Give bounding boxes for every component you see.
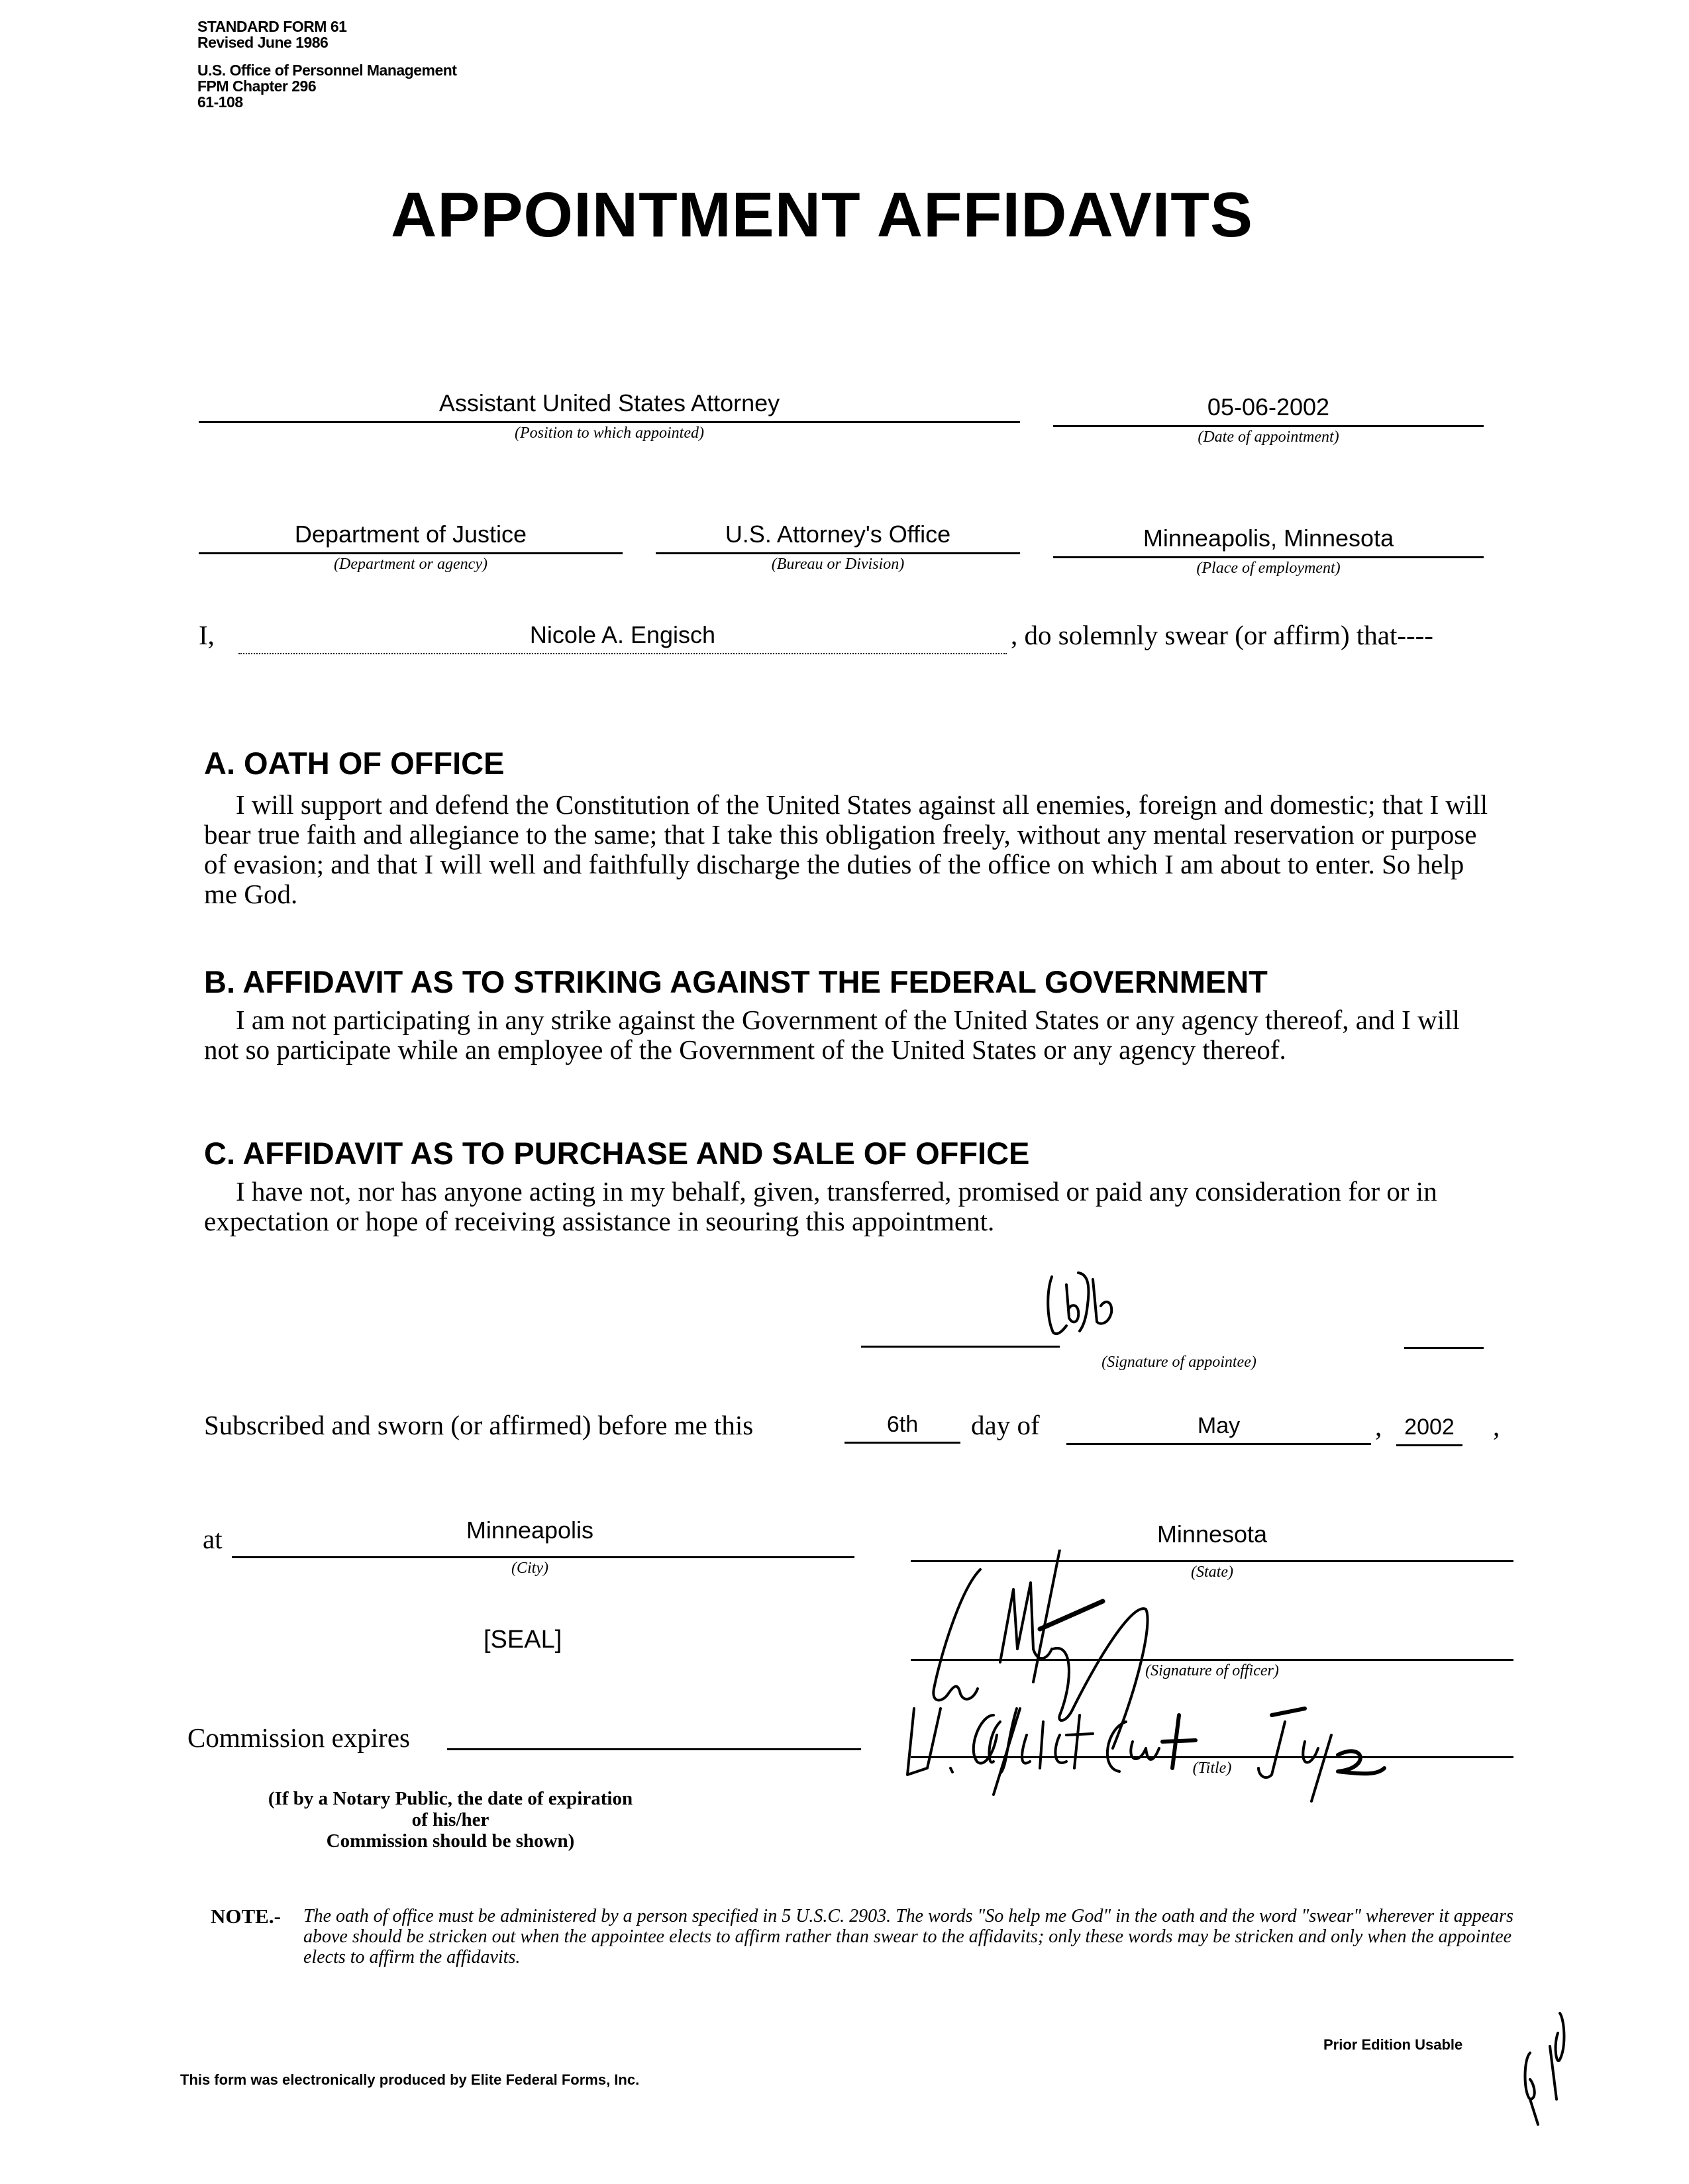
commission-note-line-2: Commission should be shown) [326, 1830, 575, 1852]
commission-note-line-1: (If by a Notary Public, the date of expiration of his/her [268, 1788, 633, 1830]
bureau-value: U.S. Attorney's Office [725, 521, 951, 548]
section-a-text: I will support and defend the Constitution of the United States against all enemies, foreign and domestic; that I will bear true faith and allegiance to the same; that I take this obligation freely, without any mental reservation or purpose of evasion; and that I will well and faithfully discharge the duties of the office on which I am about to enter. So help me God. [204, 789, 1488, 909]
state-label: (State) [1191, 1564, 1233, 1581]
sworn-month-line [1066, 1443, 1371, 1445]
at-label: at [203, 1524, 223, 1554]
appointee-name-field[interactable] [238, 621, 1007, 654]
city-field[interactable] [232, 1516, 854, 1577]
section-a-heading: A. OATH OF OFFICE [204, 746, 505, 781]
bureau-label: (Bureau or Division) [771, 556, 905, 573]
sworn-year-line [1396, 1444, 1462, 1446]
officer-signature-label: (Signature of officer) [1145, 1662, 1279, 1679]
sworn-comma: , [1375, 1411, 1382, 1442]
sworn-day-value: 6th [886, 1412, 919, 1437]
form-header [197, 19, 456, 110]
appointee-signature-line-left [861, 1346, 1060, 1348]
form-number: STANDARD FORM 61 [197, 18, 347, 35]
note-text: The oath of office must be administered by a person specified in 5 U.S.C. 2903. The words "So help me God" in the oath and the word "swear" wherever it appears above should be stricken out when the appointee elects to affirm rather than swear to the affidavits; only these words may be stricken and only when the appointee elects to affirm the affidavits. [303, 1906, 1513, 1967]
city-label: (City) [511, 1560, 548, 1577]
commission-note [265, 1788, 636, 1852]
department-line [199, 552, 623, 554]
place-line [1053, 556, 1484, 558]
sworn-trailing-comma: , [1493, 1411, 1500, 1442]
section-b-heading: B. AFFIDAVIT AS TO STRIKING AGAINST THE FEDERAL GOVERNMENT [204, 964, 1268, 999]
date-of-appointment-value: 05-06-2002 [1207, 393, 1330, 421]
appointee-signature-line-right [1404, 1347, 1484, 1349]
page-title: APPOINTMENT AFFIDAVITS [391, 179, 1253, 250]
appointee-signature-field[interactable] [861, 1265, 1484, 1377]
appointee-name-value: Nicole A. Engisch [529, 621, 716, 648]
date-of-appointment-field[interactable] [1053, 393, 1484, 446]
sworn-year-field[interactable] [1396, 1415, 1462, 1446]
bureau-field[interactable] [656, 521, 1020, 573]
place-value: Minneapolis, Minnesota [1143, 524, 1394, 552]
position-value: Assistant United States Attorney [438, 389, 780, 417]
commission-label: Commission expires [187, 1722, 410, 1753]
sworn-day-field[interactable] [844, 1412, 960, 1444]
section-b-text: I am not participating in any strike against the Government of the United States or any agency thereof, and I will not so participate while an employee of the Government of the United States or any agency thereof. [204, 1005, 1460, 1065]
oath-suffix: , do solemnly swear (or affirm) that---- [1011, 620, 1433, 650]
oath-prefix: I, [199, 620, 215, 650]
handwritten-initials [1504, 2007, 1576, 2126]
commission-expires-line [447, 1748, 861, 1750]
commission-expires-field[interactable] [447, 1748, 861, 1750]
date-of-appointment-label: (Date of appointment) [1198, 428, 1339, 446]
section-c-text: I have not, nor has anyone acting in my behalf, given, transferred, promised or paid any consideration for or in expectation or hope of receiving assistance in seouring this appointment. [204, 1176, 1437, 1236]
appointee-signature-label: (Signature of appointee) [1101, 1354, 1256, 1371]
seal-placeholder: [SEAL] [484, 1626, 562, 1654]
sworn-day-of: day of [971, 1410, 1040, 1440]
prior-edition-note: Prior Edition Usable [1323, 2036, 1463, 2053]
position-line [199, 421, 1020, 423]
sworn-month-value: May [1197, 1413, 1241, 1438]
handwritten-redaction-mark [1040, 1265, 1152, 1338]
place-field[interactable] [1053, 524, 1484, 577]
section-c-heading: C. AFFIDAVIT AS TO PURCHASE AND SALE OF OFFICE [204, 1136, 1030, 1171]
position-field[interactable] [199, 389, 1020, 442]
position-label: (Position to which appointed) [515, 424, 704, 442]
city-line [232, 1556, 854, 1558]
department-label: (Department or agency) [334, 556, 487, 573]
date-of-appointment-line [1053, 425, 1484, 427]
officer-title-label: (Title) [1192, 1760, 1232, 1777]
bureau-line [656, 552, 1020, 554]
sworn-prefix: Subscribed and sworn (or affirmed) before me this [204, 1410, 754, 1440]
appointee-name-line [238, 653, 1007, 654]
form-code: 61-108 [197, 93, 243, 111]
note-label: NOTE.- [211, 1905, 281, 1928]
fpm-chapter: FPM Chapter 296 [197, 77, 317, 95]
department-value: Department of Justice [294, 521, 527, 548]
officer-title-handwriting [901, 1695, 1497, 1814]
place-label: (Place of employment) [1196, 560, 1341, 577]
form-revision: Revised June 1986 [197, 34, 329, 51]
state-value: Minnesota [1156, 1520, 1268, 1548]
sworn-year-value: 2002 [1404, 1415, 1455, 1440]
city-value: Minneapolis [466, 1516, 594, 1544]
department-field[interactable] [199, 521, 623, 573]
sworn-day-line [844, 1442, 960, 1444]
producer-credit: This form was electronically produced by Elite Federal Forms, Inc. [180, 2071, 640, 2088]
sworn-month-field[interactable] [1066, 1413, 1371, 1445]
issuing-agency: U.S. Office of Personnel Management [197, 62, 457, 79]
